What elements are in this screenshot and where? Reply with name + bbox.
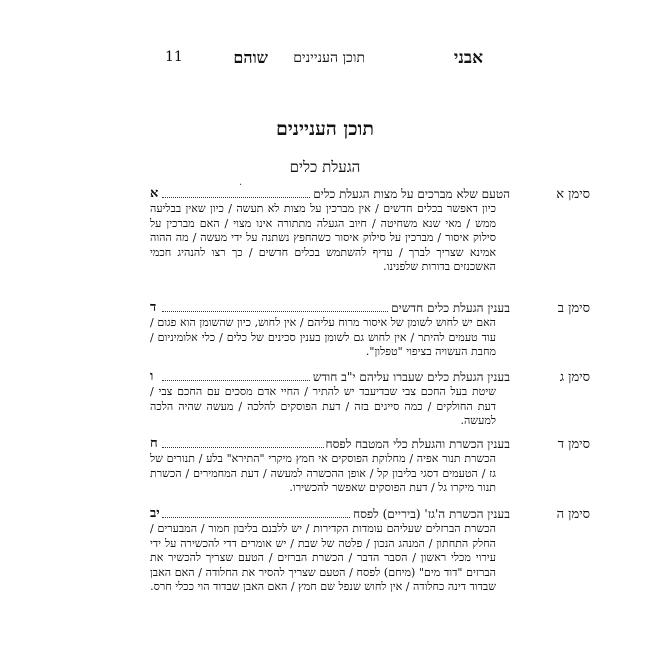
toc-entry[interactable]: [150, 506, 590, 595]
entry-heading: בענין הגעלת כלים שעברו עליהם י"ב חודש: [312, 370, 510, 384]
header-book-title-second: שוהם: [233, 48, 268, 67]
entry-page: ד: [150, 300, 157, 315]
entry-body: האם יש לחוש לשומן של איסור מרוח עליהם / אין לחוש, כיון שהשומן הוא פגום / עוד טעמים להיתר / אין לחוש גם לשומן בענין סכינים של כלים / כלי אלומיניום / מחבת העשויה בציפוי "טפלון".: [150, 316, 496, 358]
entry-body: כיון דאפשר בכלים חדשים / אין מברכין על מצות לא תעשה / כיון שאין בבליעה ממש / מאי שנא משחיטה / חיוב הגעלה מתתורה אינו מצוי / האם מברכין על סילוק איסור / מברכין על סילוק איסור כשהחפץ נשתנה על ידי מעשה / מה ההוה אמינא שצריך לברך / עדיף להשתמש בכלים חדשים / כך רצו להנהיג חכמי האשכנזים בדורות שלפנינו.: [150, 202, 496, 273]
header-book-title-first: אבני: [453, 48, 483, 68]
entry-body: הכשרת תנור אפיה / מחלוקת הפוסקים אי חמץ מיקרי "התירא" בלע / תנורים של גז / הטעמים דסגי בליבון קל / אופן ההכשרה למעשה / דעת המחמירים / הכשרת תנור מיקרו גל / דעת הפוסקים שאפשר להכשירו.: [150, 452, 496, 494]
entry-page: ח: [150, 436, 158, 451]
toc-entry[interactable]: [150, 436, 590, 496]
siman-label: סימן ג: [559, 370, 590, 385]
entry-heading: בענין הכשרת והגעלת כלי המטבח לפסח: [325, 437, 510, 451]
page-title: תוכן העניינים: [275, 118, 375, 140]
entry-page: יב: [150, 506, 160, 521]
siman-label: סימן א: [556, 187, 590, 202]
siman-label: סימן ד: [557, 437, 590, 452]
entry-body: הכשרת הברזלים שעליהם עומדות הקדירות / יש ללבנם בליבון חמור / המבערים / החלק התחתון / המנהג הנכון / פלטה של שבת / יש אומרים דדי להכשירה על ידי עירוי מכלי ראשון / הסבר הדבר / הכשרת הברזים / הטעם שצריך להכשיר את הברזים "דוד מים" (מיחם) לפסח / הטעם שצריך להסיר את החלודה / האם האבן שבדוד דינה כחלודה / אין לחוש שנפל שם חמץ / האם האבן שבדוד הוי ככלי חרס.: [150, 522, 496, 593]
entry-heading: בענין הגעלת כלים חדשים: [391, 301, 510, 315]
siman-label: סימן ב: [557, 301, 590, 316]
entry-heading: בענין הכשרת ה'גז' (ביריים) לפסח: [352, 507, 510, 521]
stray-mark: ·: [239, 180, 243, 191]
entry-page: ו: [150, 369, 154, 384]
siman-label: סימן ה: [556, 507, 590, 522]
section-title: הגעלת כלים: [289, 158, 361, 176]
entry-body: שיטת בעל החכם צבי שבדיעבד יש להתיר / החיי אדם מסכים עם החכם צבי / דעת החולקים / כמה סייגים בזה / דעת הפוסקים להלכה / מעשה שהיה הלכה למעשה.: [150, 385, 496, 427]
running-header: [165, 48, 483, 70]
toc-entry[interactable]: [150, 369, 590, 429]
entry-heading: הטעם שלא מברכים על מצות הגעלת כלים: [313, 187, 510, 201]
header-section-title: תוכן העניינים: [293, 50, 365, 66]
toc-entry[interactable]: [150, 300, 590, 360]
page-number: 11: [165, 49, 183, 65]
toc-entry[interactable]: [150, 186, 590, 275]
entry-page: א: [150, 186, 159, 201]
